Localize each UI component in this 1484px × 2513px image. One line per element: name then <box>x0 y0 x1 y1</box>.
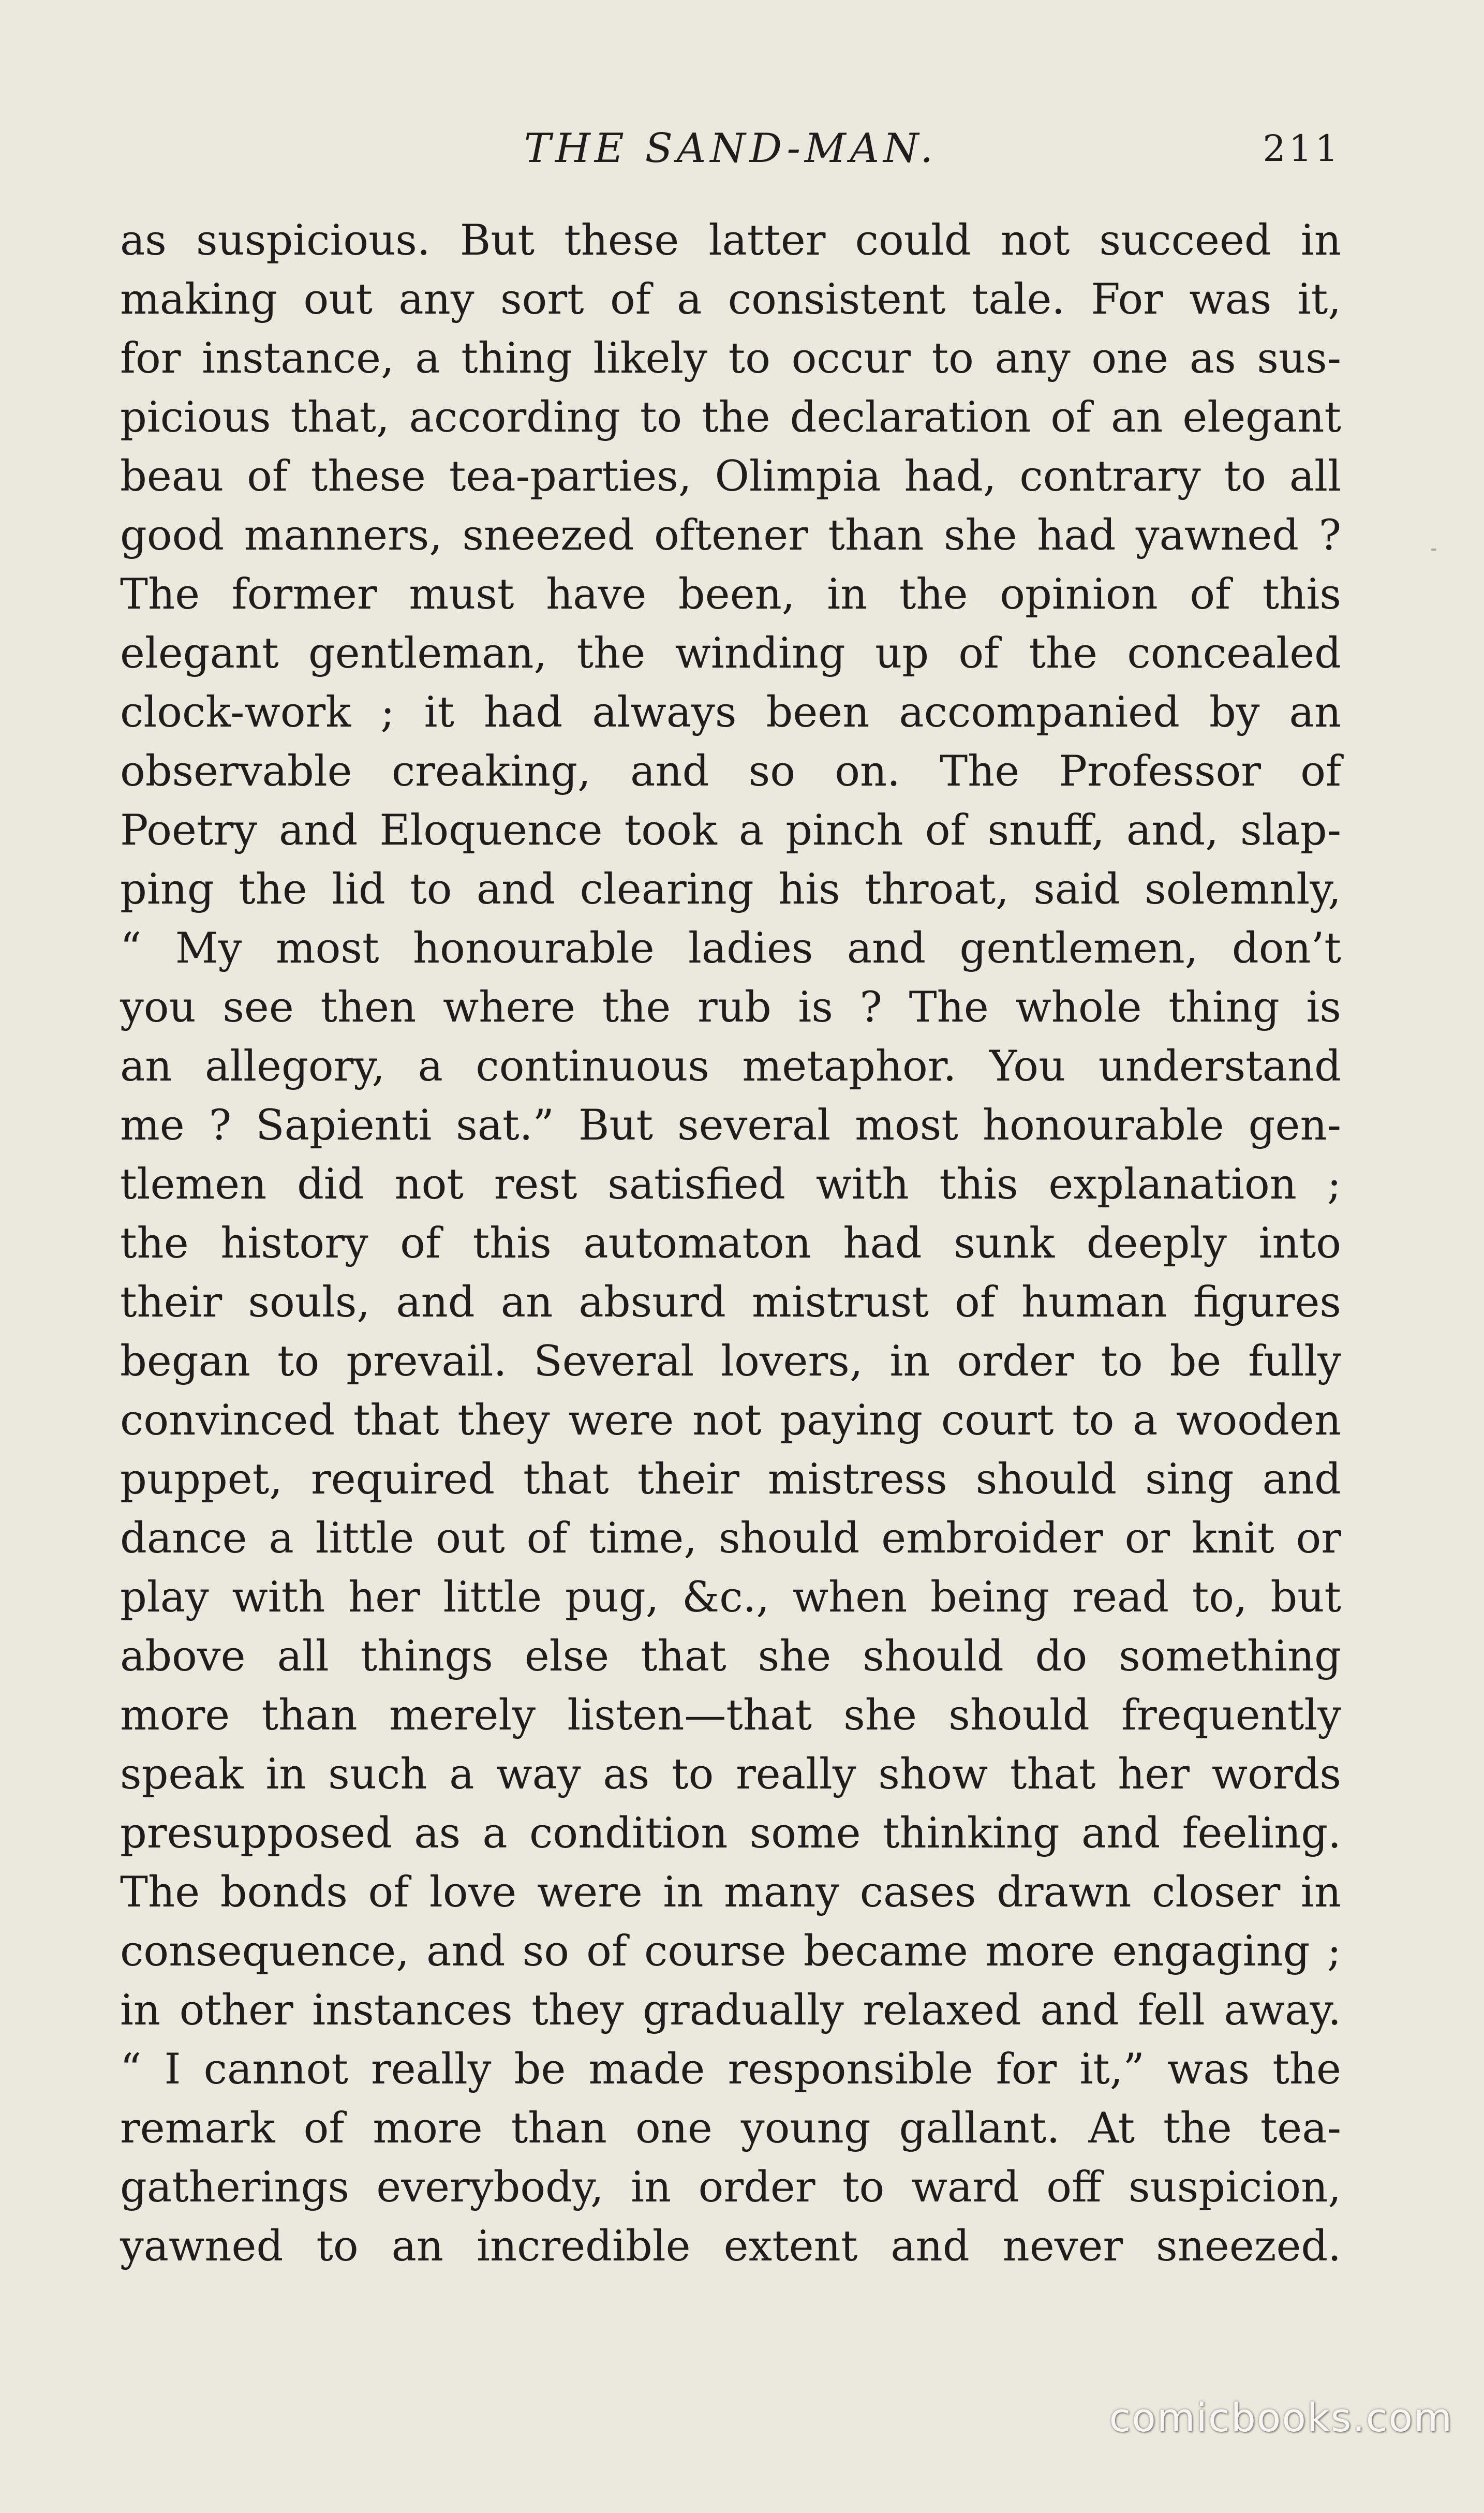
text-line: the history of this automaton had sunk deeply into <box>120 1219 1341 1268</box>
body-text <box>120 211 1341 2276</box>
text-line: observable creaking, and so on. The Professor of <box>120 747 1341 796</box>
text-line: an allegory, a continuous metaphor. You understand <box>120 1042 1341 1091</box>
text-line: The former must have been, in the opinion of this <box>120 570 1341 619</box>
text-line: Poetry and Eloquence took a pinch of snuff, and, slap- <box>120 806 1341 855</box>
text-line: picious that, according to the declaration of an elegant <box>120 393 1341 442</box>
text-line: puppet, required that their mistress should sing and <box>120 1455 1341 1504</box>
running-title: THE SAND-MAN. <box>524 125 938 172</box>
text-line: tlemen did not rest satisfied with this explanation ; <box>120 1160 1341 1209</box>
text-line: above all things else that she should do something <box>120 1632 1341 1681</box>
text-line: yawned to an incredible extent and never sneezed. <box>120 2222 1341 2271</box>
paper-speck <box>1431 549 1436 551</box>
text-line: me ? Sapienti sat.” But several most honourable gen- <box>120 1101 1341 1150</box>
text-line: gatherings everybody, in order to ward off suspicion, <box>120 2163 1341 2212</box>
text-line: consequence, and so of course became more engaging ; <box>120 1927 1341 1976</box>
text-line: ping the lid to and clearing his throat, said solemnly, <box>120 865 1341 914</box>
text-line: making out any sort of a consistent tale. For was it, <box>120 275 1341 324</box>
text-line: The bonds of love were in many cases drawn closer in <box>120 1868 1341 1917</box>
text-line: “ I cannot really be made responsible for it,” was the <box>120 2045 1341 2094</box>
text-line: in other instances they gradually relaxed and fell away. <box>120 1986 1341 2035</box>
text-line: presupposed as a condition some thinking and feeling. <box>120 1809 1341 1858</box>
text-line: beau of these tea-parties, Olimpia had, contrary to all <box>120 452 1341 501</box>
text-line: play with her little pug, &c., when being read to, but <box>120 1573 1341 1622</box>
page-header <box>120 120 1341 177</box>
text-line: elegant gentleman, the winding up of the concealed <box>120 629 1341 678</box>
text-line: for instance, a thing likely to occur to any one as sus- <box>120 334 1341 383</box>
text-line: you see then where the rub is ? The whole thing is <box>120 983 1341 1032</box>
page-number: 211 <box>1263 127 1341 170</box>
watermark: comicbooks.com <box>1109 2394 1453 2441</box>
text-line: as suspicious. But these latter could not succeed in <box>120 216 1341 265</box>
text-line: good manners, sneezed oftener than she had yawned ? <box>120 511 1341 560</box>
text-line: began to prevail. Several lovers, in order to be fully <box>120 1337 1341 1386</box>
text-line: speak in such a way as to really show that her words <box>120 1750 1341 1799</box>
text-line: remark of more than one young gallant. At the tea- <box>120 2104 1341 2153</box>
text-line: clock-work ; it had always been accompanied by an <box>120 688 1341 737</box>
text-line: their souls, and an absurd mistrust of human figures <box>120 1278 1341 1327</box>
text-line: convinced that they were not paying court to a wooden <box>120 1396 1341 1445</box>
text-line: dance a little out of time, should embroider or knit or <box>120 1514 1341 1563</box>
text-line: “ My most honourable ladies and gentlemen, don’t <box>120 924 1341 973</box>
text-line: more than merely listen—that she should frequently <box>120 1691 1341 1740</box>
